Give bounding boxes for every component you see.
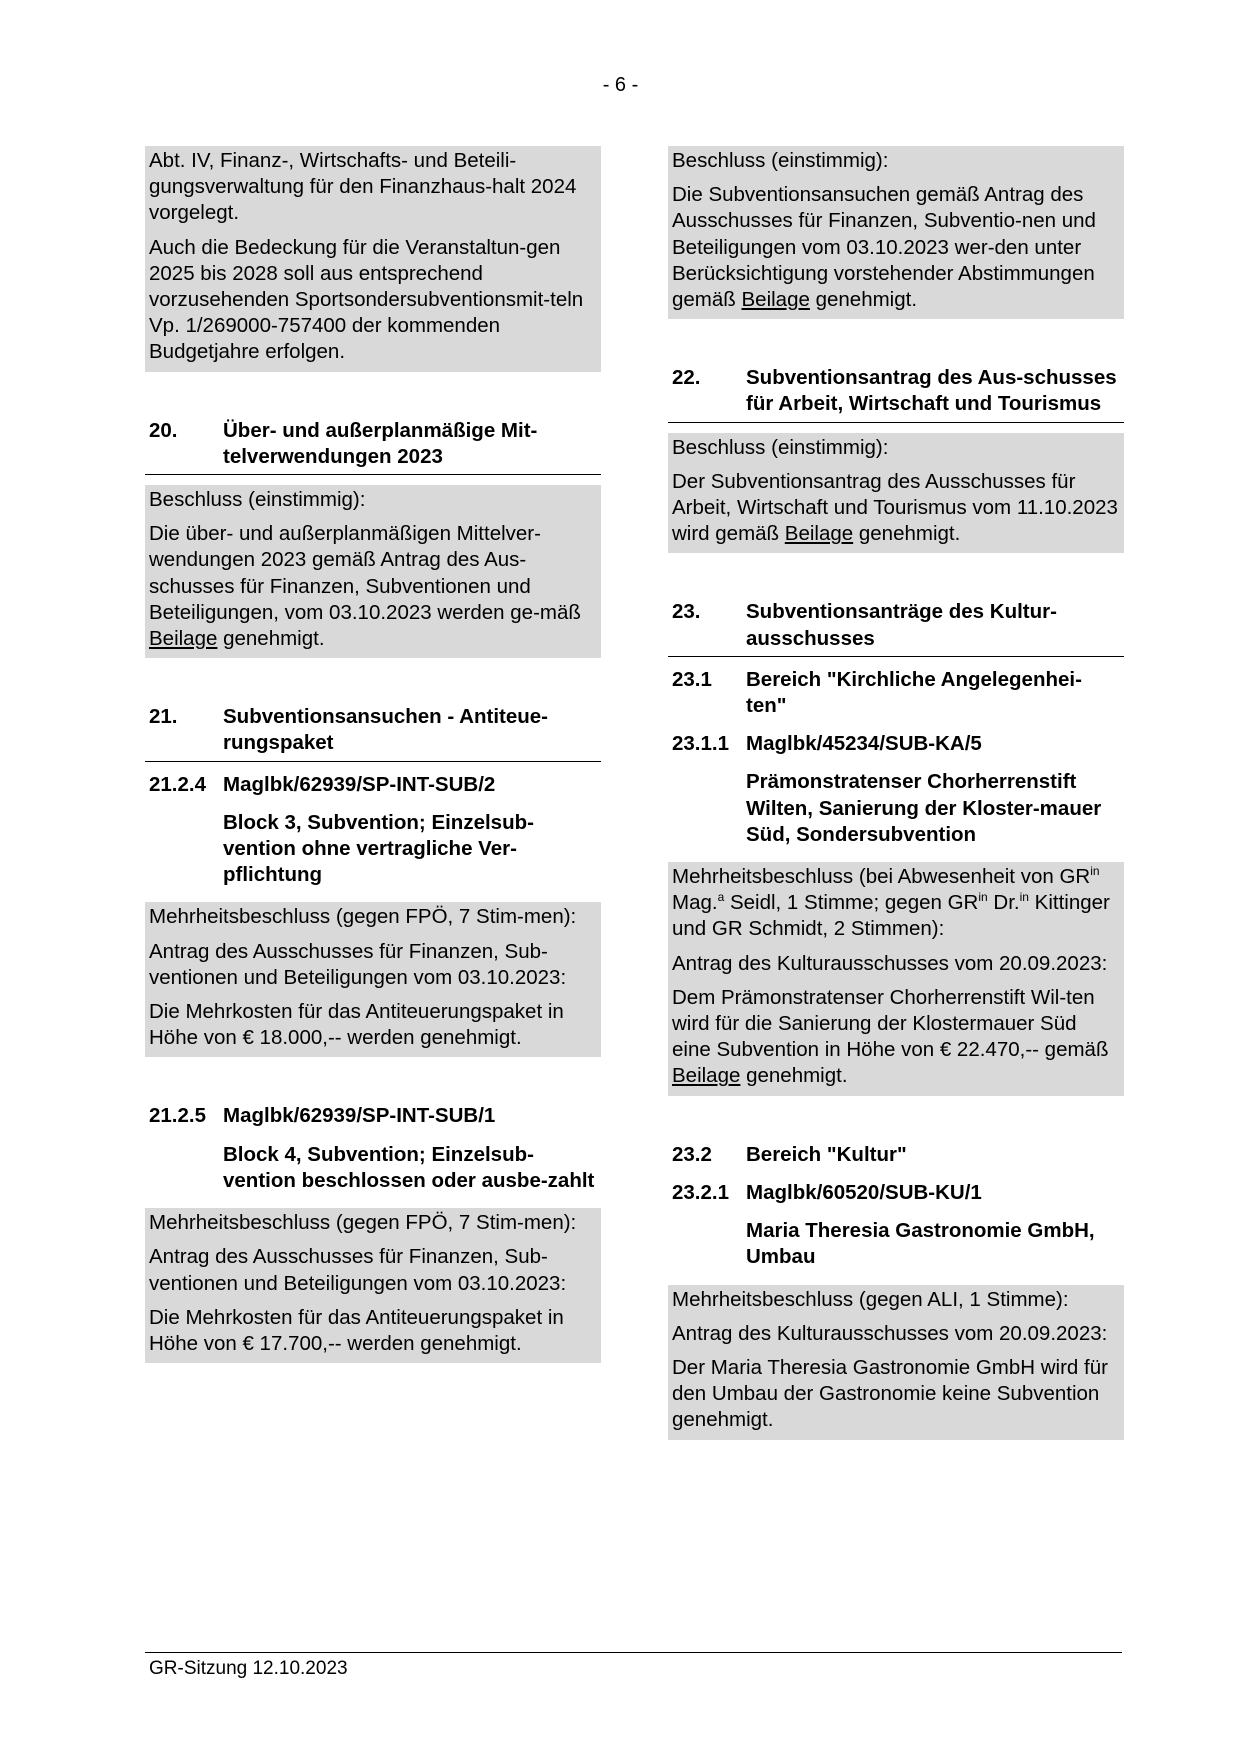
resolution-text: Die über- und außerplanmäßigen Mittelver-wendungen 2023 gemäß Antrag des Aus-schusses für Finanzen, Subventionen und Beteiligungen, vom 03.10.2023 werden ge-mäß Beilage genehmigt.: [149, 522, 581, 651]
item-23-2-1-resolution: [668, 1285, 1124, 1440]
resolution-text: Dem Prämonstratenser Chorherrenstift Wil-ten wird für die Sanierung der Klostermauer Süd eine Subvention in Höhe von € 22.470,-- gemäß Beilage genehmigt.: [672, 985, 1109, 1088]
section-number: 21.: [149, 705, 178, 729]
intro-box: [145, 146, 601, 372]
resolution-type: Beschluss (einstimmig):: [672, 435, 889, 459]
motion-text: Antrag des Ausschusses für Finanzen, Sub-ventionen und Beteiligungen vom 03.10.2023:: [149, 1245, 567, 1295]
section-title: Subventionsansuchen - Antiteue-rungspaket: [223, 705, 548, 755]
item-21-2-4-resolution: [145, 902, 601, 1057]
subsection-23-2: 23.2 Bereich "Kultur": [672, 1142, 907, 1166]
item-21-2-5-resolution: [145, 1208, 601, 1363]
motion-text: Antrag des Kulturausschusses vom 20.09.2023:: [672, 1321, 1108, 1345]
resolution-text: Der Maria Theresia Gastronomie GmbH wird für den Umbau der Gastronomie keine Subvention genehmigt.: [672, 1355, 1108, 1432]
resolution-type: Mehrheitsbeschluss (gegen FPÖ, 7 Stim-men):: [149, 905, 577, 929]
resolution-text: Die Subventionsansuchen gemäß Antrag des Ausschusses für Finanzen, Subventio-nen und Beteiligungen vom 03.10.2023 wer-den unter Berücksichtigung vorstehender Abstimmungen gemäß Beilage genehmigt.: [672, 183, 1096, 312]
resolution-type: Mehrheitsbeschluss (gegen ALI, 1 Stimme):: [672, 1287, 1069, 1311]
footer-text: GR-Sitzung 12.10.2023: [149, 1658, 348, 1679]
section-22-heading: [668, 365, 1124, 422]
item-21-2-5-title: Block 4, Subvention; Einzelsub-vention beschlossen oder ausbe-zahlt: [223, 1142, 595, 1192]
resolution-type: Mehrheitsbeschluss (bei Abwesenheit von $GR^{in}$ Mag.$^a$ Seidl, 1 Stimme; gegen $GR^{in}$ Dr.$^{in}$ Kittinger und GR Schmidt, 2 Stimmen):: [672, 864, 1110, 941]
right-column: [668, 146, 1124, 1440]
left-column: [145, 146, 601, 1363]
resolution-type: Beschluss (einstimmig):: [149, 488, 366, 512]
section-number: 23.: [672, 600, 701, 624]
section-title: Subventionsanträge des Kultur-ausschusses: [746, 600, 1057, 650]
item-23-1-1-title: Prämonstratenser Chorherrenstift Wilten, Sanierung der Kloster-mauer Süd, Sondersubvention: [746, 770, 1102, 846]
section-21-resolution: [668, 146, 1124, 319]
resolution-type: Beschluss (einstimmig):: [672, 149, 889, 172]
section-title: Subventionsantrag des Aus-schusses für Arbeit, Wirtschaft und Tourismus: [746, 366, 1117, 416]
section-20-resolution: [145, 485, 601, 658]
intro-paragraph-1: Abt. IV, Finanz-, Wirtschafts- und Beteili-gungsverwaltung für den Finanzhaus-halt 2024 vorgelegt.: [149, 149, 577, 225]
beilage-link[interactable]: Beilage: [784, 522, 854, 546]
subsection-23-1: 23.1 Bereich "Kirchliche Angelegenhei-ten": [672, 667, 1082, 718]
item-21-2-4-title: Block 3, Subvention; Einzelsub-vention ohne vertragliche Ver-pflichtung: [223, 810, 534, 887]
page-number: - 6 -: [602, 74, 639, 96]
item-23-1-1-code: 23.1.1 Maglbk/45234/SUB-KA/5: [672, 732, 982, 756]
section-title: Über- und außerplanmäßige Mit-telverwendungen 2023: [223, 418, 538, 468]
section-number: 22.: [672, 366, 701, 390]
footer-rule: [145, 1652, 1122, 1653]
item-23-1-1-resolution: [668, 862, 1124, 1096]
section-21-heading: [145, 704, 601, 761]
resolution-text: Die Mehrkosten für das Antiteuerungspaket in Höhe von € 17.700,-- werden genehmigt.: [149, 1305, 564, 1355]
beilage-link[interactable]: Beilage: [149, 627, 218, 651]
resolution-type: Mehrheitsbeschluss (gegen FPÖ, 7 Stim-men):: [149, 1211, 577, 1235]
motion-text: Antrag des Ausschusses für Finanzen, Sub-ventionen und Beteiligungen vom 03.10.2023:: [149, 939, 567, 989]
item-23-2-1-title: Maria Theresia Gastronomie GmbH, Umbau: [746, 1219, 1095, 1269]
item-21-2-5-code: 21.2.5 Maglbk/62939/SP-INT-SUB/1: [149, 1104, 496, 1128]
item-21-2-4-code: 21.2.4 Maglbk/62939/SP-INT-SUB/2: [149, 772, 496, 796]
section-23-heading: [668, 599, 1124, 656]
section-22-resolution: [668, 433, 1124, 554]
intro-paragraph-2: Auch die Bedeckung für die Veranstaltun-gen 2025 bis 2028 soll aus entsprechend vorzusehenden Sportsondersubventionsmit-teln Vp. 1/269000-757400 der kommenden Budgetjahre erfolgen.: [149, 235, 584, 364]
resolution-text: Der Subventionsantrag des Ausschusses für Arbeit, Wirtschaft und Tourismus vom 11.10.2023 wird gemäß Beilage genehmigt.: [672, 469, 1118, 546]
section-number: 20.: [149, 418, 178, 442]
beilage-link[interactable]: Beilage: [741, 288, 810, 312]
resolution-text: Die Mehrkosten für das Antiteuerungspaket in Höhe von € 18.000,-- werden genehmigt.: [149, 1000, 564, 1050]
motion-text: Antrag des Kulturausschusses vom 20.09.2023:: [672, 951, 1108, 975]
item-23-2-1-code: 23.2.1 Maglbk/60520/SUB-KU/1: [672, 1180, 982, 1204]
section-20-heading: [145, 418, 601, 475]
beilage-link[interactable]: Beilage: [672, 1064, 741, 1088]
